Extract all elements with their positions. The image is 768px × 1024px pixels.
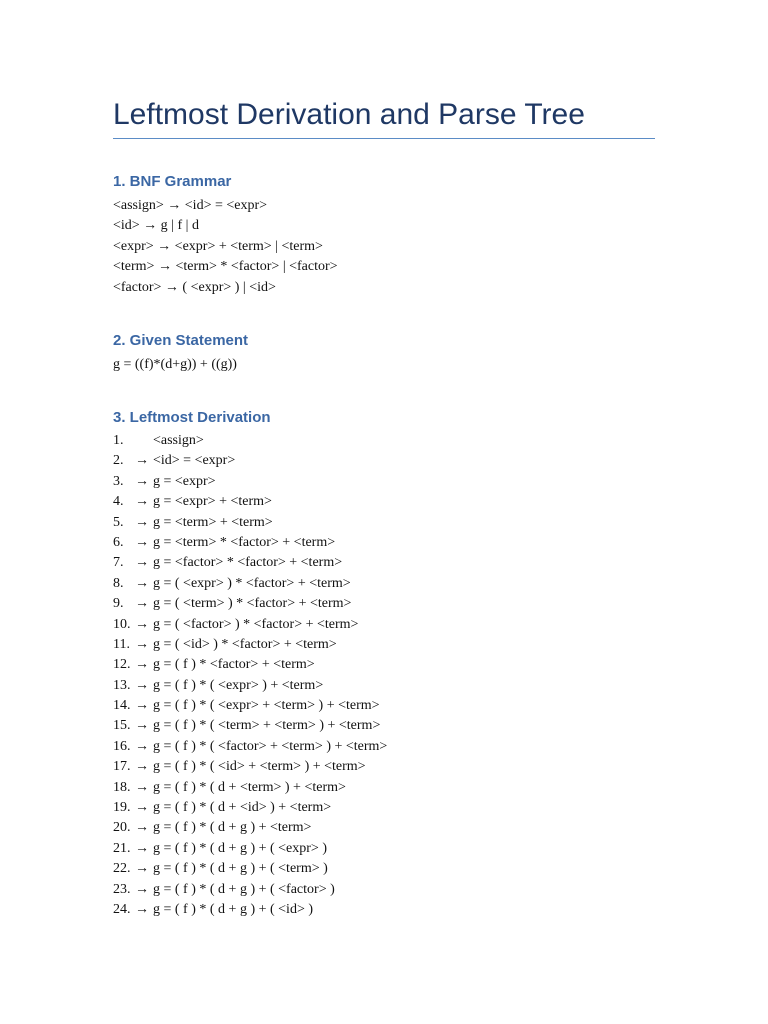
step-expression: <assign> [153, 433, 204, 448]
derives-arrow-icon: → [135, 596, 149, 612]
step-number: 19. [113, 800, 131, 816]
step-expression: g = <factor> * <factor> + <term> [153, 555, 343, 571]
step-number: 22. [113, 861, 131, 877]
derivation-step [113, 635, 387, 655]
step-number: 16. [113, 738, 131, 754]
derives-arrow-icon: → [135, 514, 149, 530]
derives-arrow-icon: → [135, 759, 149, 775]
step-number: 12. [113, 657, 131, 673]
derives-arrow-icon: → [135, 534, 149, 550]
grammar-rule: <factor> → ( <expr> ) | <id> [113, 279, 276, 295]
derivation-step [113, 553, 387, 573]
derivation-step [113, 533, 387, 553]
grammar-rule: <id> → g | f | d [113, 218, 199, 234]
step-expression: g = <expr> [153, 473, 216, 489]
derives-arrow-icon: → [135, 738, 149, 754]
derivation-step [113, 676, 387, 696]
step-number: 23. [113, 881, 131, 897]
derives-arrow-icon: → [135, 840, 149, 856]
derivation-step [113, 451, 387, 471]
derives-arrow-icon: → [135, 657, 149, 673]
derivation-step [113, 818, 387, 838]
derives-arrow-icon: → [135, 698, 149, 714]
derives-arrow-icon: → [135, 800, 149, 816]
step-expression: g = ( f ) * ( d + g ) + ( <id> ) [153, 901, 314, 917]
derives-arrow-icon: → [135, 575, 149, 591]
derivation-heading: 3. Leftmost Derivation [113, 409, 271, 426]
step-number: 10. [113, 616, 131, 632]
step-number: 6. [113, 534, 124, 550]
step-number: 17. [113, 759, 131, 775]
derives-arrow-icon: → [135, 901, 149, 917]
step-expression: g = ( f ) * ( d + g ) + ( <expr> ) [153, 840, 327, 856]
grammar-rule: <assign> → <id> = <expr> [113, 198, 268, 213]
step-number: 11. [113, 636, 130, 652]
derives-arrow-icon: → [135, 820, 149, 836]
derives-arrow-icon: → [135, 861, 149, 877]
document-page [113, 0, 655, 917]
step-expression: g = ( <id> ) * <factor> + <term> [153, 636, 337, 652]
step-number: 21. [113, 840, 131, 856]
derives-arrow-icon: → [135, 881, 149, 897]
derivation-step [113, 472, 387, 492]
step-expression: g = ( <term> ) * <factor> + <term> [153, 596, 352, 612]
derivation-step [113, 615, 387, 635]
derives-arrow-icon: → [135, 677, 149, 693]
title-divider [113, 138, 655, 139]
step-expression: g = ( f ) * ( d + <term> ) + <term> [153, 779, 346, 795]
derivation-step [113, 900, 387, 920]
step-expression: g = ( <factor> ) * <factor> + <term> [153, 616, 359, 632]
step-expression: g = <term> * <factor> + <term> [153, 534, 336, 550]
derivation-step [113, 757, 387, 777]
step-expression: g = ( f ) * <factor> + <term> [153, 657, 315, 673]
step-expression: g = ( f ) * ( <id> + <term> ) + <term> [153, 759, 366, 775]
grammar-rule: <expr> → <expr> + <term> | <term> [113, 238, 323, 254]
step-expression: g = <term> + <term> [153, 514, 273, 530]
step-expression: g = <expr> + <term> [153, 494, 272, 510]
statement-heading: 2. Given Statement [113, 332, 249, 349]
step-number: 15. [113, 718, 131, 734]
step-number: 14. [113, 698, 131, 714]
derives-arrow-icon: → [135, 473, 149, 489]
step-expression: g = ( f ) * ( d + g ) + ( <factor> ) [153, 881, 335, 897]
grammar-rule: <term> → <term> * <factor> | <factor> [113, 259, 338, 275]
step-number: 24. [113, 901, 131, 917]
derivation-step [113, 696, 387, 716]
document-title: Leftmost Derivation and Parse Tree [113, 98, 585, 131]
step-number: 13. [113, 677, 131, 693]
step-number: 1. [113, 433, 124, 448]
step-number: 18. [113, 779, 131, 795]
derives-arrow-icon: → [135, 616, 149, 632]
derivation-step [113, 594, 387, 614]
derives-arrow-icon: → [135, 718, 149, 734]
step-number: 4. [113, 494, 124, 510]
step-expression: g = ( f ) * ( <term> + <term> ) + <term> [153, 718, 381, 734]
derives-arrow-icon: → [135, 494, 149, 510]
step-expression: g = ( f ) * ( <expr> + <term> ) + <term> [153, 698, 380, 714]
step-expression: g = ( f ) * ( <expr> ) + <term> [153, 677, 324, 693]
step-expression: g = ( f ) * ( d + <id> ) + <term> [153, 800, 332, 816]
derivation-step [113, 798, 387, 818]
derivation-step [113, 492, 387, 512]
grammar-rules [113, 196, 338, 298]
derivation-step [113, 880, 387, 900]
step-number: 9. [113, 596, 124, 612]
statement-text: g = ((f)*(d+g)) + ((g)) [113, 357, 237, 372]
step-number: 7. [113, 555, 124, 571]
derivation-step [113, 431, 387, 451]
step-expression: g = ( f ) * ( d + g ) + <term> [153, 820, 312, 836]
derivation-steps [113, 431, 387, 920]
grammar-heading: 1. BNF Grammar [113, 173, 232, 190]
derives-arrow-icon: → [135, 779, 149, 795]
step-number: 5. [113, 514, 124, 530]
derivation-step [113, 778, 387, 798]
derivation-step [113, 716, 387, 736]
derivation-step [113, 655, 387, 675]
statement-block [113, 355, 237, 375]
step-number: 8. [113, 575, 124, 591]
derivation-step [113, 839, 387, 859]
derivation-step [113, 574, 387, 594]
derives-arrow-icon: → [135, 555, 149, 571]
derivation-step [113, 737, 387, 757]
step-expression: g = ( <expr> ) * <factor> + <term> [153, 575, 351, 591]
derivation-step [113, 859, 387, 879]
derives-arrow-icon: → [135, 453, 149, 469]
step-number: 3. [113, 473, 124, 489]
derives-arrow-icon: → [135, 636, 149, 652]
derivation-step [113, 513, 387, 533]
step-expression: <id> = <expr> [153, 453, 236, 469]
step-number: 2. [113, 453, 124, 469]
step-expression: g = ( f ) * ( d + g ) + ( <term> ) [153, 861, 328, 877]
step-number: 20. [113, 820, 131, 836]
step-expression: g = ( f ) * ( <factor> + <term> ) + <term> [153, 738, 388, 754]
